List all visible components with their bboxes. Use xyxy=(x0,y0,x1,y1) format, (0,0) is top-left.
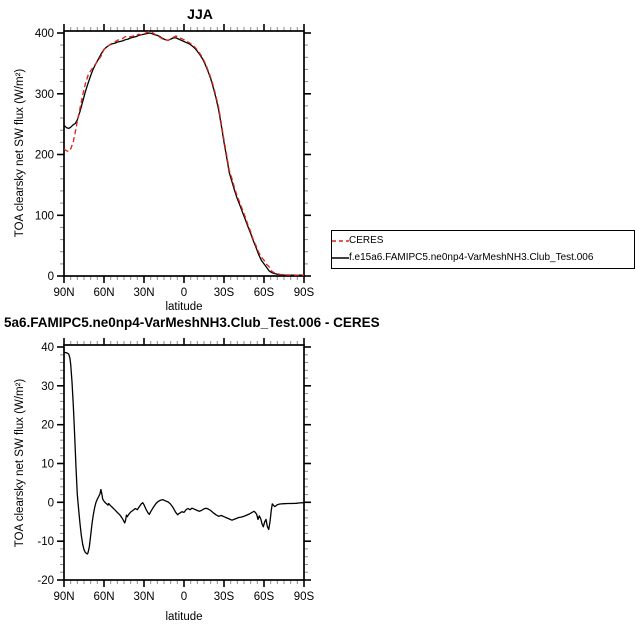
series-line-model xyxy=(64,33,304,275)
top-x-axis-label: latitude xyxy=(165,301,203,313)
x-tick-label: 0 xyxy=(180,591,188,603)
legend-box xyxy=(331,230,635,269)
y-tick-label: 40 xyxy=(41,342,54,354)
x-tick-label: 0 xyxy=(180,287,188,299)
legend-entry-model xyxy=(332,251,634,265)
x-tick-label: 30N xyxy=(133,287,155,299)
y-tick-label: 200 xyxy=(34,149,54,162)
legend-label-ceres: CERES xyxy=(349,235,384,246)
x-tick-label: 90N xyxy=(53,591,75,603)
y-tick-label: 0 xyxy=(47,497,54,510)
y-tick-label: 10 xyxy=(41,458,54,471)
bottom-y-axis-label: TOA clearsky net SW flux (W/m²) xyxy=(14,378,26,548)
model-line-swatch xyxy=(332,255,349,261)
y-tick-label: 0 xyxy=(47,271,54,283)
y-tick-label: 300 xyxy=(34,88,54,101)
x-tick-label: 90N xyxy=(53,287,75,299)
legend-label-model: f.e15a6.FAMIPC5.ne0np4-VarMeshNH3.Club_Test.006 xyxy=(349,252,594,263)
y-tick-label: 400 xyxy=(34,28,54,40)
x-tick-label: 60S xyxy=(253,591,275,603)
x-tick-label: 60N xyxy=(93,287,115,299)
series-line-ceres xyxy=(64,31,304,275)
x-tick-label: 90S xyxy=(293,287,315,299)
x-tick-label: 90S xyxy=(293,591,315,603)
legend-entry-ceres xyxy=(332,234,634,248)
top-panel-title: JJA xyxy=(187,6,213,22)
x-tick-label: 30N xyxy=(133,591,155,603)
series-line-model xyxy=(64,352,304,554)
y-tick-label: 30 xyxy=(41,380,54,393)
x-tick-label: 60N xyxy=(93,591,115,603)
top-y-axis-label: TOA clearsky net SW flux (W/m²) xyxy=(14,68,26,238)
bottom-x-axis-label: latitude xyxy=(165,611,203,623)
plot-frame xyxy=(64,345,304,580)
ceres-line-swatch xyxy=(332,238,349,244)
bottom-panel-title: 5a6.FAMIPC5.ne0np4-VarMeshNH3.Club_Test.006 - CERES xyxy=(4,315,380,330)
x-tick-label: 60S xyxy=(253,287,275,299)
plot-frame xyxy=(64,31,304,276)
x-tick-label: 30S xyxy=(213,287,235,299)
y-tick-label: 100 xyxy=(34,210,54,223)
y-tick-label: 20 xyxy=(41,419,54,432)
y-tick-label: -20 xyxy=(37,575,54,587)
y-tick-label: -10 xyxy=(37,536,54,549)
x-tick-label: 30S xyxy=(213,591,235,603)
